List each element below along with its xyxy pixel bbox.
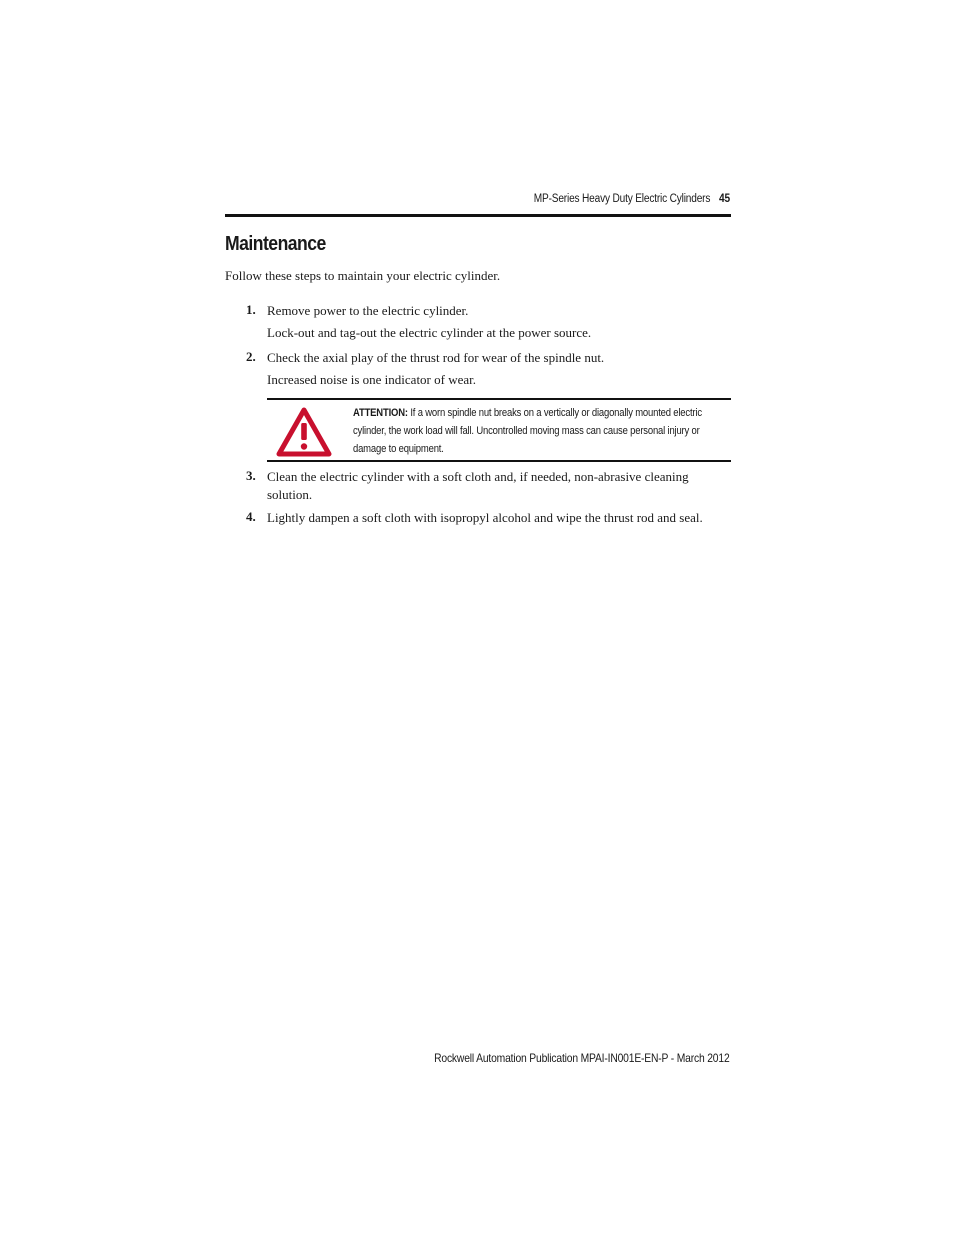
running-header bbox=[534, 193, 730, 205]
attention-body: If a worn spindle nut breaks on a vertically or diagonally mounted electric cylinder, the work load will fall. Uncontrolled moving mass can cause personal injury or damage to equipment. bbox=[353, 407, 702, 455]
step-2-text: Check the axial play of the thrust rod for wear of the spindle nut. bbox=[267, 350, 605, 365]
step-2-note: Increased noise is one indicator of wear. bbox=[267, 372, 477, 387]
step-1-text: Remove power to the electric cylinder. bbox=[267, 303, 469, 318]
attention-text bbox=[353, 404, 723, 458]
step-3-number: 3. bbox=[246, 468, 256, 483]
page-number: 45 bbox=[719, 193, 730, 205]
section-title: Maintenance bbox=[225, 233, 326, 255]
intro-paragraph: Follow these steps to maintain your electric cylinder. bbox=[225, 268, 501, 283]
step-4-number: 4. bbox=[246, 509, 256, 524]
header-rule bbox=[225, 214, 731, 217]
step-1-number: 1. bbox=[246, 302, 256, 317]
step-2-number: 2. bbox=[246, 349, 256, 364]
footer-publication: Rockwell Automation Publication MPAI-IN001E-EN-P - March 2012 bbox=[434, 1051, 730, 1065]
step-4-text: Lightly dampen a soft cloth with isopropyl alcohol and wipe the thrust rod and seal. bbox=[267, 510, 703, 525]
step-3-text: Clean the electric cylinder with a soft cloth and, if needed, non-abrasive cleaning solution. bbox=[267, 469, 689, 502]
running-title: MP-Series Heavy Duty Electric Cylinders bbox=[533, 193, 711, 205]
attention-label: ATTENTION: bbox=[353, 407, 408, 419]
step-1-note: Lock-out and tag-out the electric cylinder at the power source. bbox=[267, 325, 592, 340]
warning-triangle-icon bbox=[276, 407, 332, 457]
attention-box bbox=[267, 398, 731, 462]
